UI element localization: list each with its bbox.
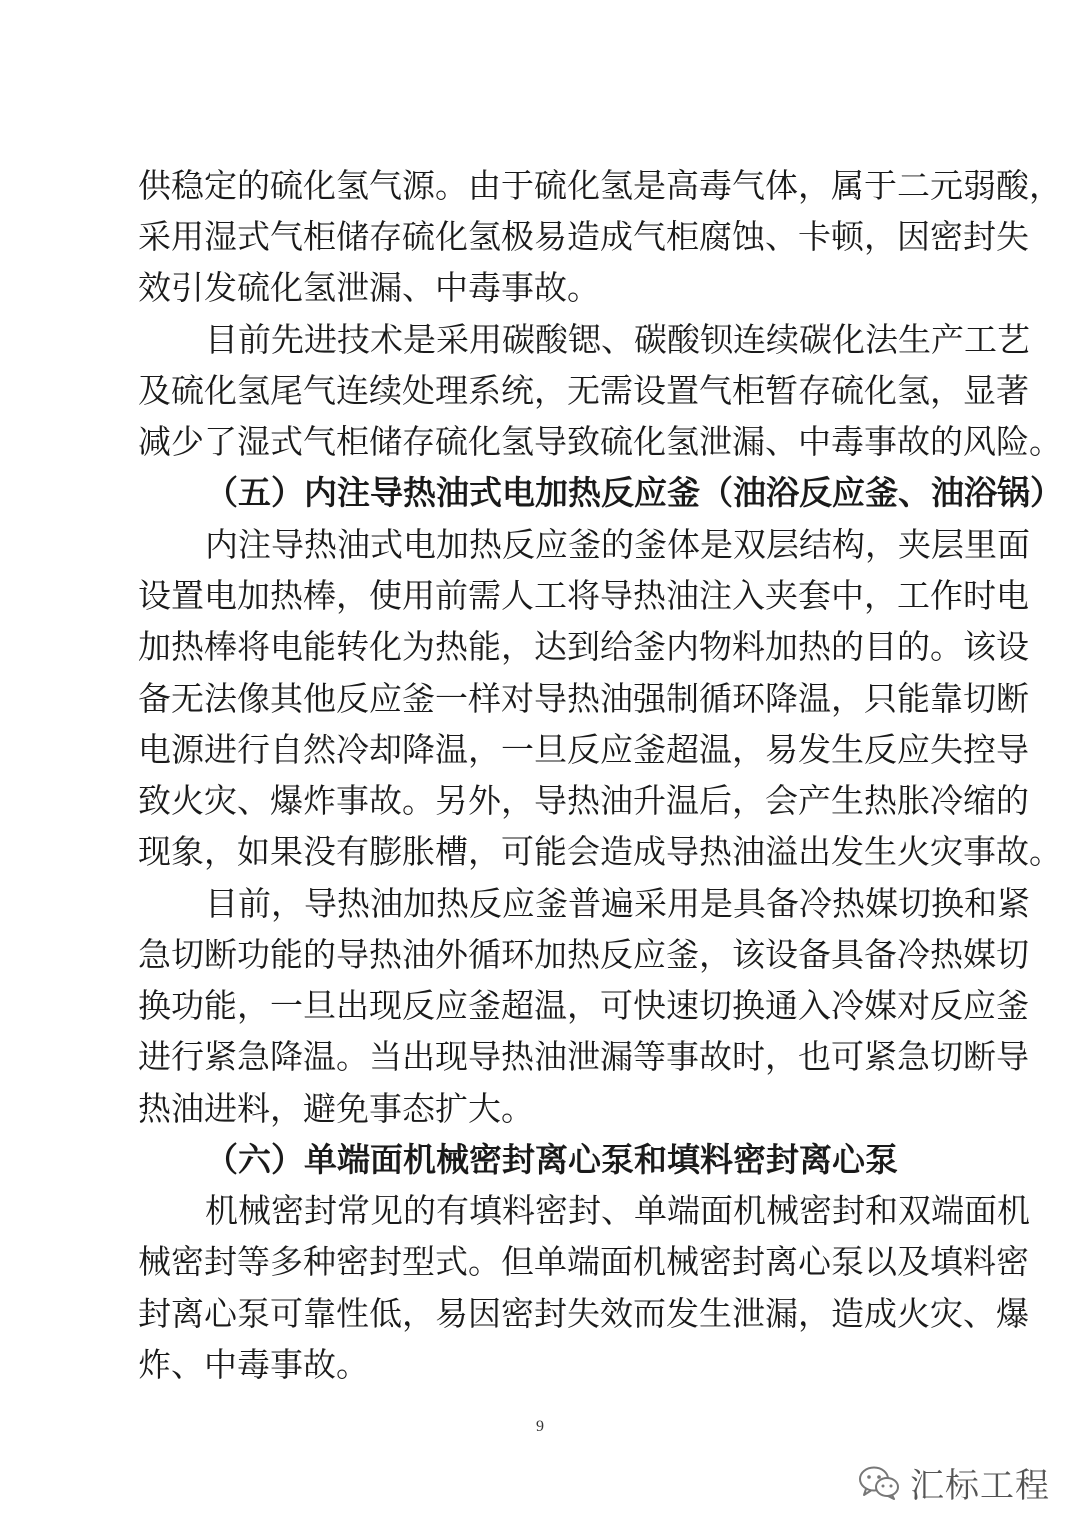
wechat-icon (858, 1465, 900, 1501)
text-line: 供稳定的硫化氢气源。由于硫化氢是高毒气体，属于二元弱酸， (138, 166, 1062, 205)
section-heading: （六）单端面机械密封离心泵和填料密封离心泵 (205, 1140, 898, 1179)
text-line: 效引发硫化氢泄漏、中毒事故。 (138, 268, 600, 307)
text-line: 封离心泵可靠性低，易因密封失效而发生泄漏，造成火灾、爆 (138, 1294, 1029, 1333)
watermark (858, 1458, 1050, 1507)
text-line: 加热棒将电能转化为热能，达到给釜内物料加热的目的。该设 (138, 627, 1029, 666)
text-line: 目前，导热油加热反应釜普遍采用是具备冷热媒切换和紧 (205, 884, 1030, 923)
text-line: 炸、中毒事故。 (138, 1345, 369, 1384)
text-line: 内注导热油式电加热反应釜的釜体是双层结构，夹层里面 (205, 525, 1030, 564)
text-line: 备无法像其他反应釜一样对导热油强制循环降温，只能靠切断 (138, 679, 1029, 718)
text-line: 现象，如果没有膨胀槽，可能会造成导热油溢出发生火灾事故。 (138, 832, 1062, 871)
text-line: 机械密封常见的有填料密封、单端面机械密封和双端面机 (205, 1191, 1030, 1230)
text-line: 电源进行自然冷却降温，一旦反应釜超温，易发生反应失控导 (138, 730, 1029, 769)
text-line: 热油进料，避免事态扩大。 (138, 1089, 534, 1128)
text-line: 换功能，一旦出现反应釜超温，可快速切换通入冷媒对反应釜 (138, 986, 1029, 1025)
page-number: 9 (536, 1418, 544, 1435)
text-line: 减少了湿式气柜储存硫化氢导致硫化氢泄漏、中毒事故的风险。 (138, 422, 1062, 461)
section-heading: （五）内注导热油式电加热反应釜（油浴反应釜、油浴锅） (205, 473, 1063, 512)
text-line: 及硫化氢尾气连续处理系统，无需设置气柜暂存硫化氢，显著 (138, 371, 1029, 410)
text-line: 致火灾、爆炸事故。另外，导热油升温后，会产生热胀冷缩的 (138, 781, 1029, 820)
text-line: 设置电加热棒，使用前需人工将导热油注入夹套中，工作时电 (138, 576, 1029, 615)
text-line: 目前先进技术是采用碳酸锶、碳酸钡连续碳化法生产工艺 (205, 320, 1030, 359)
text-line: 进行紧急降温。当出现导热油泄漏等事故时，也可紧急切断导 (138, 1037, 1029, 1076)
text-line: 采用湿式气柜储存硫化氢极易造成气柜腐蚀、卡顿，因密封失 (138, 217, 1029, 256)
text-line: 械密封等多种密封型式。但单端面机械密封离心泵以及填料密 (138, 1242, 1029, 1281)
text-line: 急切断功能的导热油外循环加热反应釜，该设备具备冷热媒切 (138, 935, 1029, 974)
watermark-text: 汇标工程 (910, 1466, 1050, 1506)
